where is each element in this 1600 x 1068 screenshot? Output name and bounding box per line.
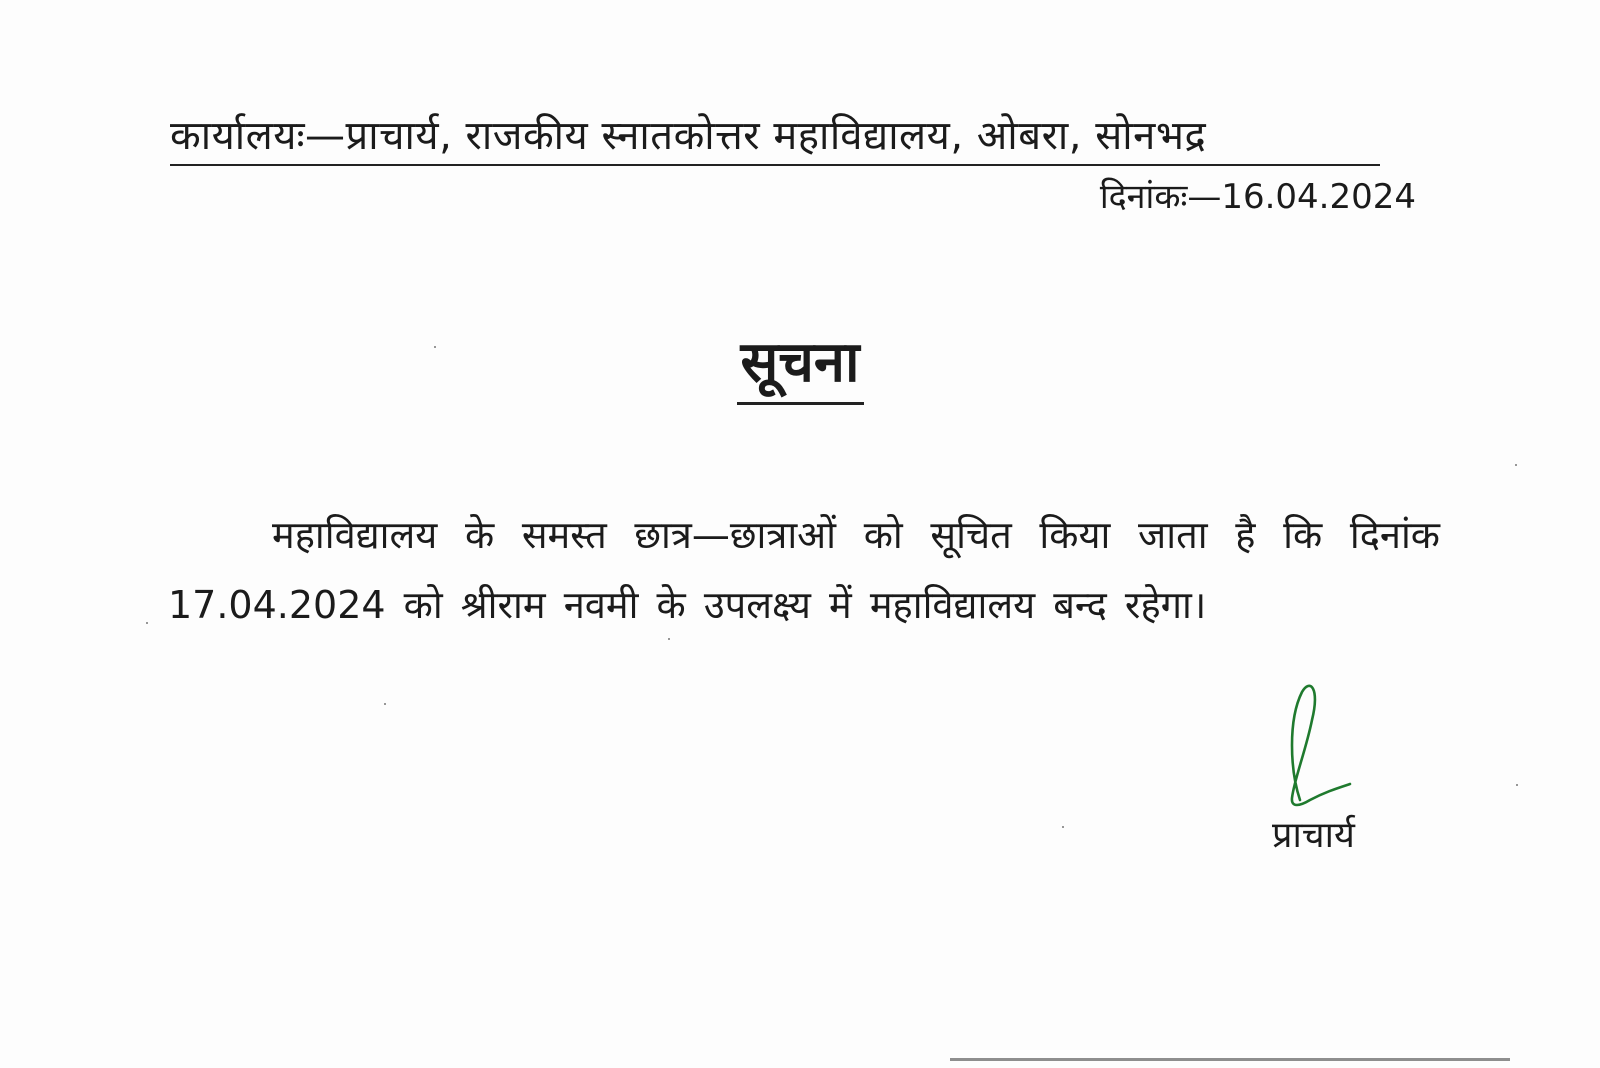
scan-speck	[1062, 826, 1064, 828]
notice-title: सूचना	[737, 328, 864, 405]
office-header: कार्यालयः—प्राचार्य, राजकीय स्नातकोत्तर महाविद्यालय, ओबरा, सोनभद्र	[170, 113, 1207, 159]
scan-speck	[146, 622, 148, 624]
header-underline	[170, 164, 1380, 166]
signature-stroke	[1292, 686, 1350, 805]
scan-speck	[1515, 464, 1517, 466]
notice-title-wrapper	[0, 328, 1600, 405]
principal-designation: प्राचार्य	[1272, 815, 1355, 856]
notice-body: महाविद्यालय के समस्त छात्र—छात्राओं को सूचित किया जाता है कि दिनांक 17.04.2024 को श्रीराम नवमी के उपलक्ष्य में महाविद्यालय बन्द रहेगा।	[168, 513, 1440, 627]
scan-speck	[434, 346, 436, 348]
scan-bottom-edge	[950, 1058, 1510, 1061]
scan-speck	[384, 703, 386, 705]
scan-speck	[1516, 784, 1518, 786]
issue-date: दिनांकः—16.04.2024	[1099, 177, 1416, 217]
scan-speck	[668, 638, 670, 640]
